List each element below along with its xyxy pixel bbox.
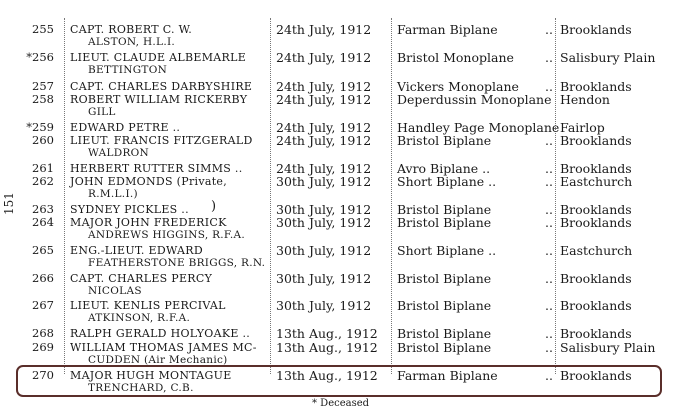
aerodrome: Brooklands <box>560 22 632 37</box>
aerodrome: Brooklands <box>560 133 632 148</box>
footnote: * Deceased <box>312 398 370 409</box>
leader-dots: .. <box>545 202 553 217</box>
table-row <box>0 216 695 246</box>
pilot-name <box>70 93 270 119</box>
certificate-number: 255 <box>32 22 54 36</box>
aerodrome: Salisbury Plain <box>560 50 656 65</box>
certificate-number: 262 <box>32 174 54 188</box>
pilot-name-line2: TRENCHARD, C.B. <box>88 382 194 394</box>
aircraft-type <box>397 327 555 340</box>
pilot-name <box>70 272 270 298</box>
pilot-name <box>70 175 270 201</box>
pilot-name-line2: BETTINGTON <box>88 64 168 76</box>
aircraft-type <box>397 244 555 257</box>
aircraft-type-text: Bristol Biplane <box>397 271 492 286</box>
certificate-number: *259 <box>26 120 54 134</box>
certificate-date: 24th July, 1912 <box>276 79 372 94</box>
aerodrome: Brooklands <box>560 215 632 230</box>
aerodrome: Hendon <box>560 92 610 107</box>
pilot-name <box>70 23 270 49</box>
pilot-name-line1: JOHN EDMONDS (Private, <box>70 175 228 188</box>
certificate-date: 24th July, 1912 <box>276 120 372 135</box>
leader-dots: .. <box>545 271 553 286</box>
aircraft-type-text: Deperdussin Monoplane <box>397 92 552 107</box>
certificate-date: 24th July, 1912 <box>276 92 372 107</box>
aircraft-type <box>397 272 555 285</box>
table-row <box>0 299 695 329</box>
aerodrome: Brooklands <box>560 368 632 383</box>
aerodrome: Eastchurch <box>560 243 633 258</box>
aircraft-type-text: Bristol Biplane <box>397 202 492 217</box>
leader-dots: .. <box>545 50 553 65</box>
page-side-number: 151 <box>2 192 16 215</box>
pilot-name-line1: SYDNEY PICKLES .. <box>70 203 189 216</box>
certificate-number: 263 <box>32 202 54 216</box>
pilot-name <box>70 51 270 77</box>
aircraft-type-text: Bristol Monoplane <box>397 50 514 65</box>
aircraft-type-text: Bristol Biplane <box>397 215 492 230</box>
aircraft-type-text: Bristol Biplane <box>397 326 492 341</box>
aircraft-type <box>397 93 555 106</box>
certificate-date: 24th July, 1912 <box>276 22 372 37</box>
pilot-name-line1: CAPT. ROBERT C. W. <box>70 23 193 36</box>
certificate-date: 24th July, 1912 <box>276 50 372 65</box>
aircraft-type <box>397 175 555 188</box>
pilot-name-line2: R.M.L.I.) <box>88 188 138 200</box>
certificate-number: 269 <box>32 340 54 354</box>
aerodrome: Brooklands <box>560 202 632 217</box>
pilot-name <box>70 203 270 216</box>
certificate-date: 30th July, 1912 <box>276 243 372 258</box>
ink-mark: ) <box>211 199 217 214</box>
aircraft-type-text: Avro Biplane .. <box>397 161 491 176</box>
certificate-number: 267 <box>32 298 54 312</box>
aircraft-type-text: Bristol Biplane <box>397 298 492 313</box>
pilot-name-line1: MAJOR JOHN FREDERICK <box>70 216 227 229</box>
aerodrome: Salisbury Plain <box>560 340 656 355</box>
certificate-number: 257 <box>32 79 54 93</box>
aircraft-type-text: Short Biplane .. <box>397 174 497 189</box>
highlighted-row-box <box>16 365 662 397</box>
aircraft-type-text: Bristol Biplane <box>397 133 492 148</box>
aircraft-type <box>397 23 555 36</box>
aerodrome: Brooklands <box>560 79 632 94</box>
aircraft-type <box>397 341 555 354</box>
certificate-number: 268 <box>32 326 54 340</box>
certificate-date: 24th July, 1912 <box>276 161 372 176</box>
pilot-name <box>70 244 270 270</box>
pilot-name-line2: NICOLAS <box>88 285 142 297</box>
aircraft-type-text: Bristol Biplane <box>397 340 492 355</box>
aircraft-type-text: Farman Biplane <box>397 22 498 37</box>
table-row <box>0 23 695 53</box>
certificate-date: 30th July, 1912 <box>276 174 372 189</box>
pilot-name-line1: MAJOR HUGH MONTAGUE <box>70 369 232 382</box>
certificate-number: 270 <box>32 368 54 382</box>
pilot-name-line1: LIEUT. CLAUDE ALBEMARLE <box>70 51 247 64</box>
pilot-name-line1: ROBERT WILLIAM RICKERBY <box>70 93 248 106</box>
table-row <box>0 51 695 81</box>
pilot-name <box>70 80 270 93</box>
leader-dots: .. <box>545 340 553 355</box>
certificate-number: 261 <box>32 161 54 175</box>
pilot-name <box>70 121 270 134</box>
pilot-name <box>70 162 270 175</box>
leader-dots: .. <box>545 298 553 313</box>
leader-dots: .. <box>545 22 553 37</box>
leader-dots: .. <box>545 174 553 189</box>
leader-dots: .. <box>545 79 553 94</box>
aircraft-type-text: Handley Page Monoplane <box>397 120 560 135</box>
certificate-number: *256 <box>26 50 54 64</box>
pilot-name-line1: RALPH GERALD HOLYOAKE .. <box>70 327 251 340</box>
certificate-number: 265 <box>32 243 54 257</box>
certificate-number: 266 <box>32 271 54 285</box>
aircraft-type <box>397 134 555 147</box>
certificate-number: 258 <box>32 92 54 106</box>
leader-dots: .. <box>545 161 553 176</box>
table-row <box>0 134 695 164</box>
aircraft-type-text: Short Biplane .. <box>397 243 497 258</box>
aerodrome: Eastchurch <box>560 174 633 189</box>
pilot-name-line2: WALDRON <box>88 147 150 159</box>
pilot-name-line1: WILLIAM THOMAS JAMES MC- <box>70 341 257 354</box>
certificate-date: 13th Aug., 1912 <box>276 340 378 355</box>
pilot-name <box>70 327 270 340</box>
certificate-date: 13th Aug., 1912 <box>276 326 378 341</box>
aerodrome: Brooklands <box>560 326 632 341</box>
leader-dots: .. <box>545 326 553 341</box>
pilot-name <box>70 341 270 367</box>
table-row <box>0 175 695 205</box>
pilot-name-line2: ATKINSON, R.F.A. <box>88 312 191 324</box>
aerodrome: Brooklands <box>560 298 632 313</box>
pilot-name-line2: GILL <box>88 106 116 118</box>
certificate-number: 260 <box>32 133 54 147</box>
pilot-name-line2: FEATHERSTONE BRIGGS, R.N. <box>88 257 266 269</box>
aircraft-type <box>397 299 555 312</box>
aerodrome: Brooklands <box>560 161 632 176</box>
certificate-date: 30th July, 1912 <box>276 202 372 217</box>
table-row <box>0 93 695 123</box>
aircraft-type <box>397 51 555 64</box>
aircraft-type-text: Vickers Monoplane <box>397 79 519 94</box>
pilot-name-line2: CUDDEN (Air Mechanic) <box>88 354 228 366</box>
table-row <box>0 244 695 274</box>
certificate-date: 24th July, 1912 <box>276 133 372 148</box>
certificate-number: 264 <box>32 215 54 229</box>
pilot-name <box>70 134 270 160</box>
pilot-name-line1: ENG.-LIEUT. EDWARD <box>70 244 203 257</box>
pilot-name-line1: LIEUT. KENLIS PERCIVAL <box>70 299 226 312</box>
pilot-name-line2: ALSTON, H.L.I. <box>88 36 176 48</box>
pilot-name <box>70 299 270 325</box>
pilot-name-line1: CAPT. CHARLES DARBYSHIRE <box>70 80 253 93</box>
pilot-name-line1: EDWARD PETRE .. <box>70 121 181 134</box>
certificate-date: 30th July, 1912 <box>276 298 372 313</box>
certificate-date: 13th Aug., 1912 <box>276 368 378 383</box>
pilot-name-line1: LIEUT. FRANCIS FITZGERALD <box>70 134 253 147</box>
aerodrome: Brooklands <box>560 271 632 286</box>
leader-dots: .. <box>545 133 553 148</box>
pilot-name <box>70 216 270 242</box>
pilot-name-line1: CAPT. CHARLES PERCY <box>70 272 213 285</box>
aerodrome: Fairlop <box>560 120 605 135</box>
certificate-date: 30th July, 1912 <box>276 215 372 230</box>
certificate-date: 30th July, 1912 <box>276 271 372 286</box>
aircraft-type <box>397 216 555 229</box>
leader-dots: .. <box>545 243 553 258</box>
leader-dots: .. <box>545 368 553 383</box>
aircraft-type-text: Farman Biplane <box>397 368 498 383</box>
pilot-name-line2: ANDREWS HIGGINS, R.F.A. <box>88 229 246 241</box>
pilot-name-line1: HERBERT RUTTER SIMMS .. <box>70 162 243 175</box>
leader-dots: .. <box>545 215 553 230</box>
